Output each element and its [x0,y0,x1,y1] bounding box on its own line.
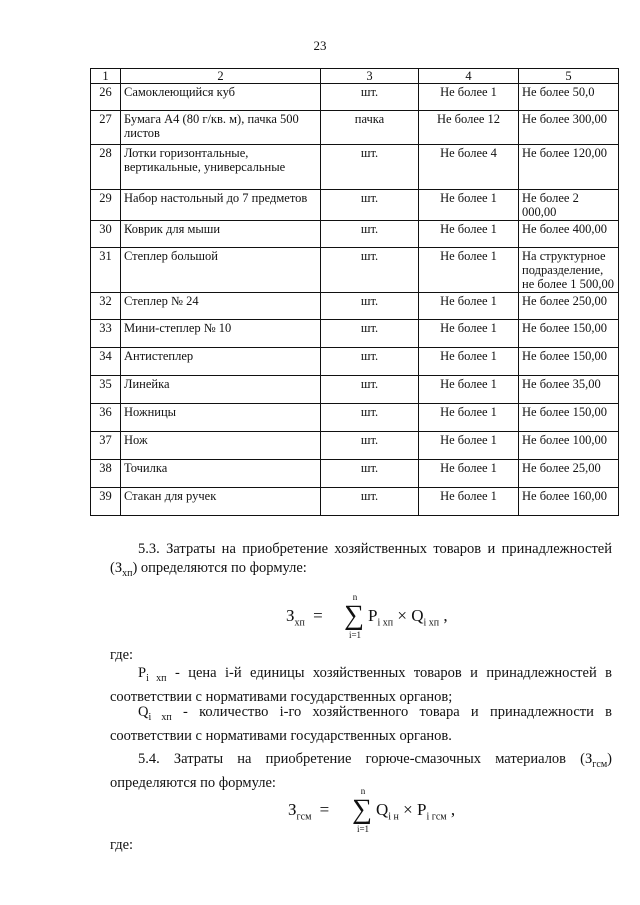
page-number: 23 [313,38,327,53]
section-5-3-intro: 5.3. Затраты на приобретение хозяйственных товаров и принадлежностей $(З_{хп})$ определяются по формуле: [110,541,612,579]
row-number-cell: 32 [91,293,121,320]
row-number-cell: 35 [91,376,121,404]
price-limit-cell: Не более 25,00 [519,460,619,488]
item-name-cell: Степлер № 24 [121,293,321,320]
table-row [91,84,619,111]
header-cell: 4 [419,69,519,84]
row-number-cell: 31 [91,248,121,293]
header-cell: 2 [121,69,321,84]
price-limit-cell: Не более 150,00 [519,404,619,432]
price-limit-cell: Не более 35,00 [519,376,619,404]
unit-cell: пачка [321,111,419,145]
unit-cell: шт. [321,320,419,348]
price-limit-cell: Не более 150,00 [519,320,619,348]
row-number-cell: 26 [91,84,121,111]
unit-cell: шт. [321,190,419,221]
item-name-cell: Антистеплер [121,348,321,376]
price-limit-cell: Не более 50,0 [519,84,619,111]
row-number-cell: 37 [91,432,121,460]
quantity-limit-cell: Не более 1 [419,190,519,221]
header-cell: 3 [321,69,419,84]
unit-cell: шт. [321,460,419,488]
item-name-cell: Бумага А4 (80 г/кв. м), пачка 500 листов [121,111,321,145]
table-row [91,190,619,221]
quantity-limit-cell: Не более 1 [419,248,519,293]
price-limit-cell: Не более 250,00 [519,293,619,320]
table-row [91,460,619,488]
table-row [91,404,619,432]
item-name-cell: Линейка [121,376,321,404]
row-number-cell: 38 [91,460,121,488]
supplies-table [90,68,619,516]
item-name-cell: Стакан для ручек [121,488,321,516]
price-limit-cell: Не более 400,00 [519,221,619,248]
unit-cell: шт. [321,145,419,190]
price-limit-cell: Не более 100,00 [519,432,619,460]
quantity-limit-cell: Не более 1 [419,221,519,248]
unit-cell: шт. [321,376,419,404]
table-row [91,432,619,460]
row-number-cell: 28 [91,145,121,190]
table-row [91,145,619,190]
table-row [91,320,619,348]
definition-q: $Q_{i хп}$ - количество i-го хозяйственного товара и принадлежности в соответствии с нормативами государственных органов. [110,704,613,744]
row-number-cell: 39 [91,488,121,516]
section-5-4-intro: 5.4. Затраты на приобретение горюче-смазочных материалов $(З_{гсм})$ определяются по формуле: [110,751,612,791]
unit-cell: шт. [321,221,419,248]
row-number-cell: 34 [91,348,121,376]
quantity-limit-cell: Не более 1 [419,376,519,404]
unit-cell: шт. [321,488,419,516]
unit-cell: шт. [321,432,419,460]
quantity-limit-cell: Не более 4 [419,145,519,190]
item-name-cell: Мини-степлер № 10 [121,320,321,348]
row-number-cell: 27 [91,111,121,145]
item-name-cell: Набор настольный до 7 предметов [121,190,321,221]
table-row [91,348,619,376]
unit-cell: шт. [321,404,419,432]
table-row [91,376,619,404]
item-name-cell: Нож [121,432,321,460]
item-name-cell: Точилка [121,460,321,488]
item-name-cell: Коврик для мыши [121,221,321,248]
table-row [91,293,619,320]
price-limit-cell: Не более 120,00 [519,145,619,190]
row-number-cell: 30 [91,221,121,248]
definition-p: $P_{i хп}$ - цена i-й единицы хозяйственных товаров и принадлежностей в соответствии с нормативами государственных органов; [110,665,612,705]
table-row [91,248,619,293]
price-limit-cell: Не более 2 000,00 [519,190,619,221]
where-label-2: где: [110,837,134,853]
header-cell: 1 [91,69,121,84]
quantity-limit-cell: Не более 1 [419,460,519,488]
header-cell: 5 [519,69,619,84]
quantity-limit-cell: Не более 1 [419,432,519,460]
price-limit-cell: На структурное подразделение, не более 1 500,00 [519,248,619,293]
unit-cell: шт. [321,348,419,376]
row-number-cell: 29 [91,190,121,221]
row-number-cell: 33 [91,320,121,348]
price-limit-cell: Не более 160,00 [519,488,619,516]
quantity-limit-cell: Не более 1 [419,84,519,111]
where-label: где: [110,647,134,663]
quantity-limit-cell: Не более 1 [419,320,519,348]
unit-cell: шт. [321,293,419,320]
quantity-limit-cell: Не более 12 [419,111,519,145]
row-number-cell: 36 [91,404,121,432]
quantity-limit-cell: Не более 1 [419,488,519,516]
table-header-row [91,69,619,84]
sum-sign: n ∑ i=1 [352,786,372,834]
unit-cell: шт. [321,248,419,293]
quantity-limit-cell: Не более 1 [419,404,519,432]
sum-sign: n ∑ i=1 [344,592,364,640]
quantity-limit-cell: Не более 1 [419,293,519,320]
item-name-cell: Самоклеющийся куб [121,84,321,111]
price-limit-cell: Не более 150,00 [519,348,619,376]
unit-cell: шт. [321,84,419,111]
item-name-cell: Степлер большой [121,248,321,293]
item-name-cell: Лотки горизонтальные, вертикальные, универсальные [121,145,321,190]
table-row [91,111,619,145]
table-row [91,488,619,516]
table-row [91,221,619,248]
price-limit-cell: Не более 300,00 [519,111,619,145]
quantity-limit-cell: Не более 1 [419,348,519,376]
item-name-cell: Ножницы [121,404,321,432]
